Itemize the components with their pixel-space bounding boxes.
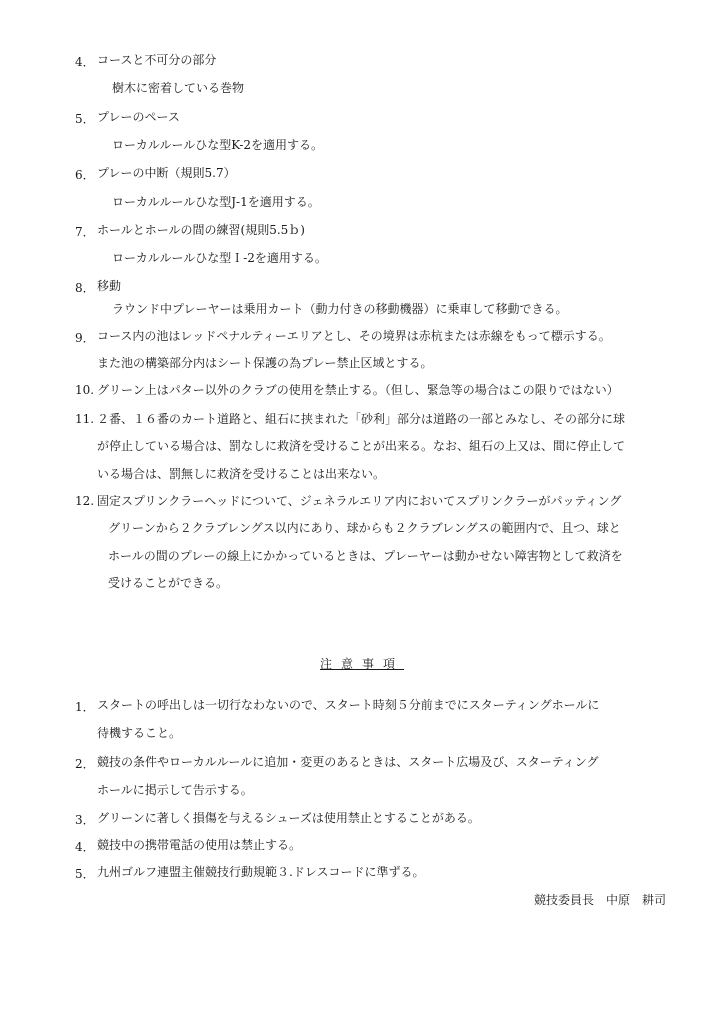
rule-text: ローカルルールひな型J-1を適用する。 bbox=[112, 195, 320, 209]
note-text: 競技中の携帯電話の使用は禁止する。 bbox=[97, 838, 302, 852]
notes-title bbox=[0, 655, 724, 672]
note-number: 4． bbox=[75, 840, 95, 854]
rule-text: 樹木に密着している巻物 bbox=[112, 81, 245, 95]
rule-text: いる場合は、罰無しに救済を受けることは出来ない。 bbox=[97, 467, 386, 481]
rule-text: グリーンから２クラブレングス以内にあり、球からも２クラブレングスの範囲内で、且つ、球と bbox=[108, 521, 621, 535]
note-text: 九州ゴルフ連盟主催競技行動規範３.ドレスコードに準ずる。 bbox=[97, 865, 425, 879]
rule-number: 12. bbox=[75, 494, 95, 508]
rule-text: ローカルルールひな型Ｉ-2を適用する。 bbox=[112, 251, 327, 265]
rule-text: コース内の池はレッドペナルティーエリアとし、その境界は赤杭または赤線をもって標示する。 bbox=[97, 329, 611, 343]
rule-text: グリーン上はパター以外のクラブの使用を禁止する。（但し、緊急等の場合はこの限りではない） bbox=[97, 383, 619, 397]
rule-heading: コースと不可分の部分 bbox=[97, 53, 217, 67]
rule-text: ホールの間のプレーの線上にかかっているときは、プレーヤーは動かせない障害物として救済を bbox=[108, 549, 623, 563]
rule-number: 5． bbox=[75, 112, 95, 126]
rule-number: 11. bbox=[75, 412, 95, 426]
rule-number: 10. bbox=[75, 383, 95, 397]
rule-text: 受けることができる。 bbox=[108, 576, 229, 590]
note-number: 2． bbox=[75, 757, 95, 771]
notes-title-text: 注意事項 bbox=[319, 657, 404, 671]
rule-text: 固定スプリンクラーヘッドについて、ジェネラルエリア内においてスプリンクラーがパッティング bbox=[97, 494, 622, 508]
note-number: 1． bbox=[75, 700, 95, 714]
rule-number: 7． bbox=[75, 225, 95, 239]
signature: 競技委員長 中原 耕司 bbox=[533, 893, 666, 907]
rule-text: が停止している場合は、罰なしに救済を受けることが出来る。なお、組石の上又は、間に停止して bbox=[97, 439, 626, 453]
note-text: グリーンに著しく損傷を与えるシューズは使用禁止とすることがある。 bbox=[97, 811, 480, 825]
note-number: 3． bbox=[75, 813, 95, 827]
note-text: ホールに掲示して告示する。 bbox=[97, 783, 253, 797]
note-text: 待機すること。 bbox=[97, 726, 182, 740]
rule-heading: ホールとホールの間の練習(規則5.5ｂ) bbox=[97, 223, 305, 237]
rule-text: また池の構築部分内はシート保護の為プレー禁止区域とする。 bbox=[97, 356, 433, 370]
rule-heading: 移動 bbox=[97, 279, 122, 293]
rule-number: 8． bbox=[75, 281, 95, 295]
note-text: スタートの呼出しは一切行なわないので、スタート時刻５分前までにスターティングホールに bbox=[97, 698, 600, 712]
note-number: 5． bbox=[75, 867, 95, 881]
rule-heading: プレーの中断（規則5.7） bbox=[97, 166, 236, 180]
rule-text: ラウンド中プレーヤーは乗用カート（動力付きの移動機器）に乗車して移動できる。 bbox=[112, 302, 568, 316]
rule-text: ２番、１６番のカート道路と、組石に挟まれた「砂利」部分は道路の一部とみなし、その部分に球 bbox=[97, 412, 626, 426]
rule-text: ローカルルールひな型K-2を適用する。 bbox=[112, 138, 324, 152]
rule-heading: プレーのペース bbox=[97, 110, 180, 124]
note-text: 競技の条件やローカルルールに追加・変更のあるときは、スタート広場及び、スターティング bbox=[97, 755, 599, 769]
rule-number: 4． bbox=[75, 55, 95, 69]
rule-number: 9． bbox=[75, 331, 95, 345]
rule-number: 6． bbox=[75, 168, 95, 182]
